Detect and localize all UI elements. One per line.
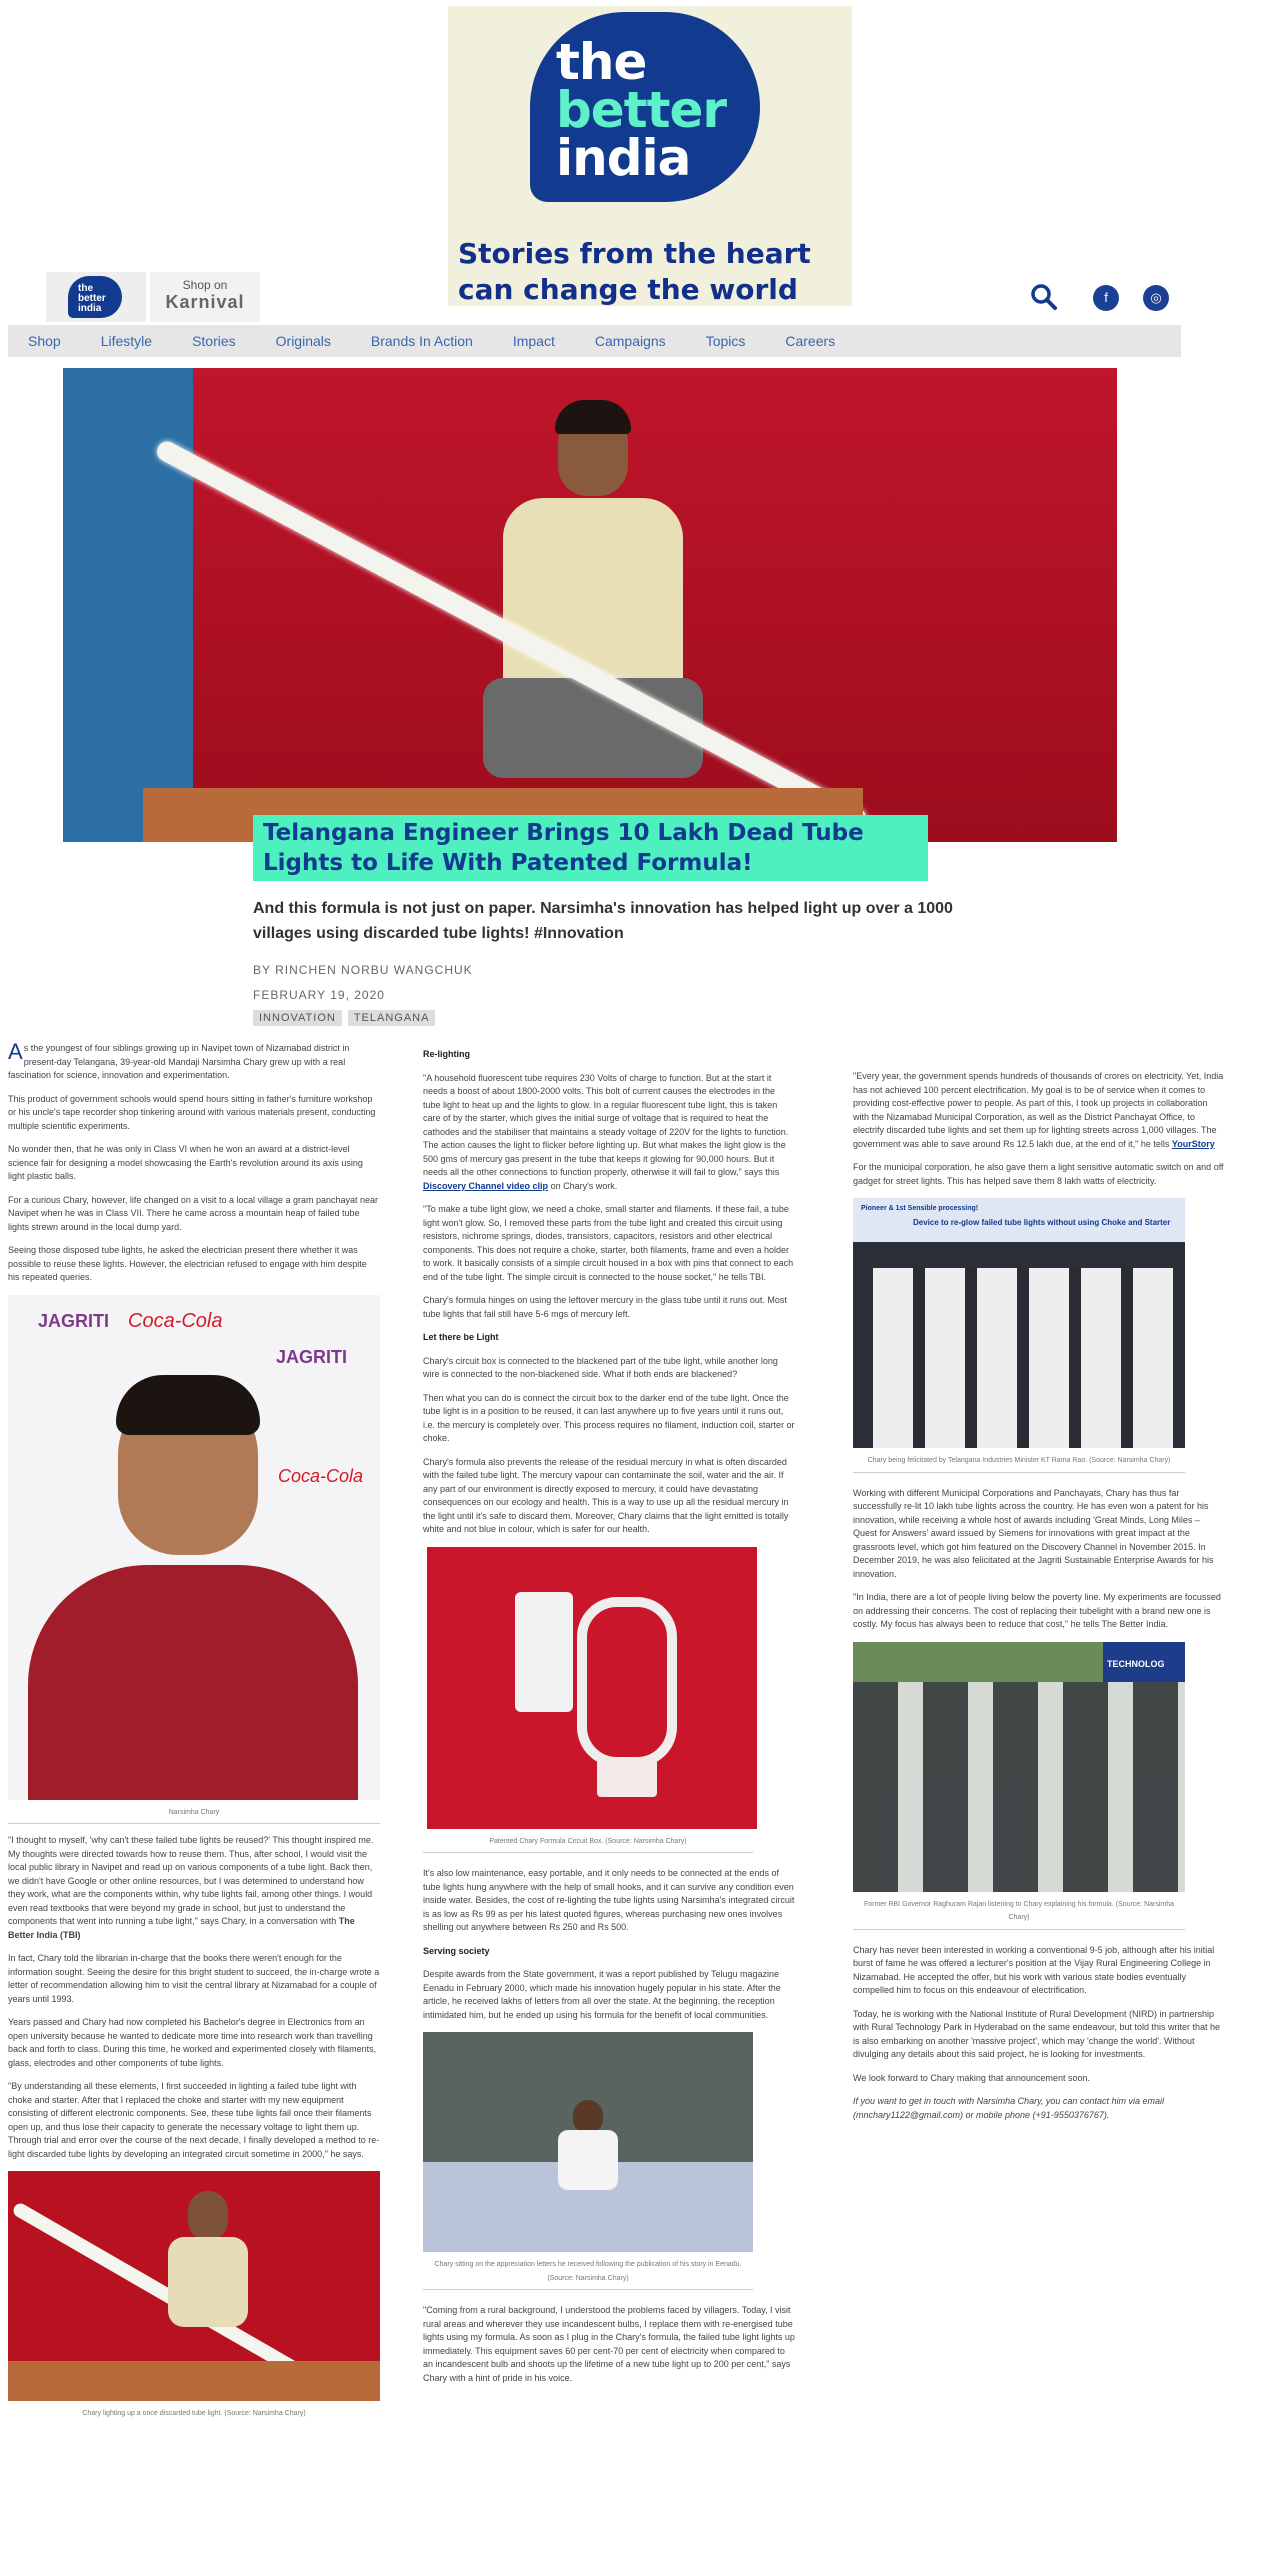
cocacola-sign: Coca-Cola — [128, 1309, 223, 1332]
instagram-icon[interactable]: ◎ — [1143, 285, 1169, 311]
col2-p4: Chary's circuit box is connected to the blackened part of the tube light, while another long wire is connected to the non-blackened side. What if both ends are blackened? — [423, 1355, 778, 1379]
nav-shop[interactable]: Shop — [28, 333, 61, 349]
brand-logo: the better india — [556, 33, 727, 187]
nav-brands-in-action[interactable]: Brands In Action — [370, 333, 473, 349]
narsimha-portrait: JAGRITI Coca-Cola JAGRITI Coca-Cola — [8, 1295, 380, 1800]
shop-on-label: Shop on — [182, 278, 228, 292]
col1-p3: No wonder then, that he was only in Class VI when he won an award at a district-level science fair for designing a model showcasing the Earth's revolution around its axis using light plastic balls. — [8, 1144, 363, 1181]
nav-lifestyle[interactable]: Lifestyle — [100, 333, 153, 349]
yourstory-link[interactable]: YourStory — [1171, 1138, 1215, 1149]
col1-p6: "I thought to myself, 'why can't these failed tube lights be reused?' This thought inspired me. My thoughts were directed towards how to reuse them. Thus, after school, I would visit the local public library in Navipet and read up on various components of a tube light. Back then, we didn't have Google or other online resources, but I was determined to understand how they work, what are the components within, why tube lights fail, among other things. I would even read textbooks that were beyond my grade in school, but just to understand the components that went into running a tube light," says Chary, in a conversation with The Better India (TBI) — [8, 1835, 374, 1940]
col3-p1: "Every year, the government spends hundreds of thousands of crores on electricity. Yet, India has not achieved 100 percent electrification. My goal is to be of service when it comes to providing cost-effective power to people. As part of this, I took up projects in collaboration with the Nizamabad Municipal Corporation, as well as the District Panchayat Office, to electrify discarded tube lights and set them up for lighting streets across 1,000 villages. The government was able to save around Rs 12.5 lakh due, at the end of it," he tells YourStory — [853, 1071, 1224, 1149]
letters-caption: Chary sitting on the appreciation letters he received following the publication of his story in Eenadu. (Source: Narsimha Chary) — [423, 2258, 753, 2290]
col1-p1: As the youngest of four siblings growing up in Navipet town of Nizamabad district in present-day Telangana, 39-year-old Mandaji Narsimha Chary grew up with a real fascination for science, innovation and experimentation. — [8, 1039, 350, 1080]
event-banner-line1: Pioneer & 1st Sensible processing! — [861, 1205, 979, 1212]
col3-p6: Today, he is working with the National Institute of Rural Development (NIRD) in partnership with Rural Technology Park in Hyderabad on the same endeavour, but told this writer that he is also embarking on another 'massive project', which may 'change the world'. Without divulging any details about this said project, he is looking for investments. — [853, 2008, 1221, 2059]
drop-cap: A — [8, 1039, 23, 1064]
article-title: Telangana Engineer Brings 10 Lakh Dead Tube Lights to Life With Patented Formula! — [263, 820, 864, 876]
tag-telangana[interactable]: TELANGANA — [348, 1010, 436, 1026]
discovery-link[interactable]: Discovery Channel video clip — [423, 1180, 549, 1191]
nav-originals[interactable]: Originals — [275, 333, 331, 349]
felicitation-caption: Chary being felicitated by Telangana Industries Minister KT Rama Rao. (Source: Narsimha Chary) — [853, 1454, 1185, 1473]
nav-campaigns[interactable]: Campaigns — [594, 333, 666, 349]
article-title-box — [253, 815, 928, 881]
col1-p4: For a curious Chary, however, life changed on a visit to a local village a gram panchayat near Navipet when he was in Class VII. There he came across a mountain heap of failed tube lights strewn around in the local dump yard. — [8, 1194, 379, 1232]
felicitation-photo — [853, 1198, 1185, 1448]
article-tags — [253, 1010, 435, 1026]
karnival-label: Karnival — [165, 292, 245, 312]
search-icon[interactable] — [1030, 283, 1058, 311]
column-3 — [853, 1070, 1225, 2132]
circuit-box-photo — [427, 1547, 757, 1829]
col1-p7: In fact, Chary told the librarian in-charge that the books there weren't enough for the information sought. Seeing the desire for this bright student to succeed, the in-charge wrote a letter of recommendation allowing him to visit the central library at Nizamabad for a couple of years until 1993. — [8, 1953, 380, 2004]
portrait-caption: Narsimha Chary — [8, 1806, 380, 1825]
col3-p3: Working with different Municipal Corporations and Panchayats, Chary has thus far successfully re-lit 10 lakh tube lights across the country. He has even won a patent for his innovation, while receiving a whole host of awards including 'Great Minds, Long Miles – Quest for Answers' award issued by Siemens for innovations with great impact at the grassroots level, which got him featured on the Discovery Channel in November 2015. In December 2019, he was also felicitated at the Jagriti Sustainable Enterprise Awards for his innovation. — [853, 1487, 1214, 1579]
brand-banner[interactable] — [448, 6, 852, 306]
col2-p8: Despite awards from the State government, it was a report published by Telugu magazine Eenadu in February 2000, which made his innovation hugely popular in his state. After the article, he received lakhs of letters from all over the state. At the beginning, the reception intimidated him, but he ended up using his formula for the benefit of local communities. — [423, 1969, 781, 2020]
article-author[interactable]: BY RINCHEN NORBU WANGCHUK — [253, 963, 473, 977]
rajan-caption: Former RBI Governor Raghuram Rajan listening to Chary explaining his formula. (Source: Narsimha Chary) — [853, 1898, 1185, 1930]
tag-innovation[interactable]: INNOVATION — [253, 1010, 342, 1026]
nav-impact[interactable]: Impact — [512, 333, 555, 349]
col2-p3: Chary's formula hinges on using the leftover mercury in the glass tube until it runs out. Most tube lights that fail still have 5-6 mgs of mercury left. — [423, 1295, 787, 1319]
col2-p2: "To make a tube light glow, we need a choke, small starter and filaments. If these fail, a tube light won't glow. So, I removed these parts from the tube light and created this circuit using resistors, nichrome springs, diodes, transistors, capacitors, resistors and other electrical components. This does not require a choke, starter, both filaments, frame and even a holder to work. It basically consists of a simple circuit housed in a box with pins that connect to each end of the tube light. The simple circuit is connected to the house socket," he tells TBI. — [423, 1204, 794, 1282]
col3-p2: For the municipal corporation, he also gave them a light sensitive automatic switch on and off gadget for street lights. This has helped save them 8 lakh watts of electricity. — [853, 1162, 1224, 1186]
col3-p5: Chary has never been interested in working a conventional 9-5 job, although after his initial burst of fame he was offered a lecturer's position at the Vijay Rural Engineering College in Nizamabad. He accepted the offer, but his work with various state bodies eventually compelled him to focus on this endeavour of electrification. — [853, 1944, 1215, 1995]
col1-p8: Years passed and Chary had now completed his Bachelor's degree in Electronics from an open university because he wanted to dedicate more time into research work than travelling back and forth to class. During this time, he worked and experimented closely with filaments, glass, electrodes and other components of tube lights. — [8, 2017, 377, 2068]
hero-image — [63, 368, 1117, 842]
nav-stories[interactable]: Stories — [192, 333, 236, 349]
shop-on-karnival-link[interactable] — [150, 272, 260, 322]
col1-p2: This product of government schools would spend hours sitting in father's furniture workshop or his uncle's tape recorder shop tinkering around with various materials present, conducting multiple scientific experiments. — [8, 1093, 376, 1131]
col3-p8: If you want to get in touch with Narsimha Chary, you can contact him via email (mnchary1122@gmail.com) or mobile phone (+91-9550376767). — [853, 2096, 1164, 2120]
facebook-icon[interactable]: f — [1093, 285, 1119, 311]
nav-topics[interactable]: Topics — [705, 333, 746, 349]
brand-tagline: Stories from the heart can change the world — [458, 237, 811, 306]
col1-p5: Seeing those disposed tube lights, he asked the electrician present there whether it was possible to reuse these lights. However, the electrician refused to engage with him despite his repeated queries. — [8, 1245, 367, 1282]
rajan-photo — [853, 1642, 1185, 1892]
col3-p4: "In India, there are a lot of people living below the poverty line. My experiments are focussed on addressing their concerns. The cost of replacing their tubelight with a brand new one is costly. My focus has always been to reduce that cost," he tells The Better India. — [853, 1592, 1221, 1629]
chary-lighting-tube-photo — [8, 2171, 380, 2401]
mini-logo-link[interactable] — [46, 272, 146, 322]
article-subtitle: And this formula is not just on paper. Narsimha's innovation has helped light up over a 1000 villages using discarded tube lights! #Innovation — [253, 900, 953, 942]
heading-let-there-be-light: Let there be Light — [423, 1332, 499, 1342]
column-2 — [423, 1048, 795, 2395]
article-date: FEBRUARY 19, 2020 — [253, 988, 385, 1002]
heading-serving-society: Serving society — [423, 1945, 490, 1956]
tbi-link[interactable]: The Better India (TBI) — [8, 1916, 355, 1940]
man-figure — [463, 398, 723, 818]
appreciation-letters-photo — [423, 2032, 753, 2252]
nav-careers[interactable]: Careers — [785, 333, 836, 349]
circuit-box-caption: Patented Chary Formula Circuit Box. (Source: Narsimha Chary) — [423, 1835, 753, 1854]
col2-p7: It's also low maintenance, easy portable, and it only needs to be connected at the ends of tube lights hung anywhere with the help of small hooks, and it can survive any condition even inside water. Besides, the cost of re-lighting the tube lights using Narsimha's integrated circuit is as low as Rs 99 as per his latest quoted figures, whereas purchasing new ones involves shelling out anywhere between Rs 250 and Rs 500. — [423, 1868, 795, 1932]
column-1 — [8, 1039, 380, 2425]
mini-logo: the better india — [68, 276, 122, 318]
main-nav — [8, 325, 1181, 357]
lighting-caption: Chary lighting up a once discarded tube light. (Source: Narsimha Chary) — [82, 2410, 306, 2417]
technology-sign: TECHNOLOG — [1103, 1642, 1185, 1682]
col2-p9: "Coming from a rural background, I understood the problems faced by villagers. Today, I visit rural areas and wherever they use incandescent bulbs, I replace them with re-energised tube lights using my formula. As soon as I plug in the Chary's formula, the failed tube light lights up immediately. This equipment saves 60 per cent-70 per cent of electricity when compared to an incandescent bulb and shoots up the lifetime of a new tube light up to 200 per cent," says Chary with a hint of pride in his voice. — [423, 2305, 795, 2383]
col2-p5: Then what you can do is connect the circuit box to the darker end of the tube light. Once the tube light is in a position to be reused, it can last anywhere up to five years until it runs out, i.e. the mercury is completely over. This process requires no filament, induction coil, starter or choke. — [423, 1392, 795, 1443]
col1-p9: "By understanding all these elements, I first succeeded in lighting a failed tube light with choke and starter. After that I replaced the choke and starter with my new equipment consisting of different electronic components. See, these tube lights fail once their filaments open up, and thus lose their capacity to generate the necessary voltage to light them up. Through trial and error over the course of the next decade, I finally developed a method to re-light discarded tube lights by developing an integrated circuit sometime in 2000," he says. — [8, 2081, 380, 2159]
event-banner-line2: Device to re-glow failed tube lights without using Choke and Starter — [913, 1218, 1171, 1227]
col2-p6: Chary's formula also prevents the release of the residual mercury in what is often discarded with the failed tube light. The mercury vapour can contaminate the soil, water and the air. If any part of our environment is directly exposed to mercury, it could have devastating consequences on our ecology and health. This is a way to use up all the residual mercury in the light until it's safe to discard them. Moreover, Chary claims that the light emitted is totally white and not blue in colour, which is safer for our health. — [423, 1456, 789, 1534]
col2-p1: "A household fluorescent tube requires 230 Volts of charge to function. But at the start it needs a boost of about 1800-2000 volts. This bolt of current causes the electrodes in the tube light to heat up and the lights to glow. In a regular fluorescent tube light, this is taken care of by the starter, which gives the initial surge of voltage that is required to heat the cathodes and the stabiliser that maintains a steady voltage of 220V for the lights to function. The action causes the light to flicker before lighting up. But what makes the light glow is the 500 gms of mercury gas present in the tube that keeps it glowing for 90,000 hours. But it needs all the other connections to function properly, otherwise it will fail to glow," says this Discovery Channel video clip on Chary's work. — [423, 1072, 789, 1191]
jagriti-sign: JAGRITI — [38, 1310, 110, 1331]
heading-relighting: Re-lighting — [423, 1049, 470, 1059]
col3-p7: We look forward to Chary making that announcement soon. — [853, 2072, 1090, 2083]
